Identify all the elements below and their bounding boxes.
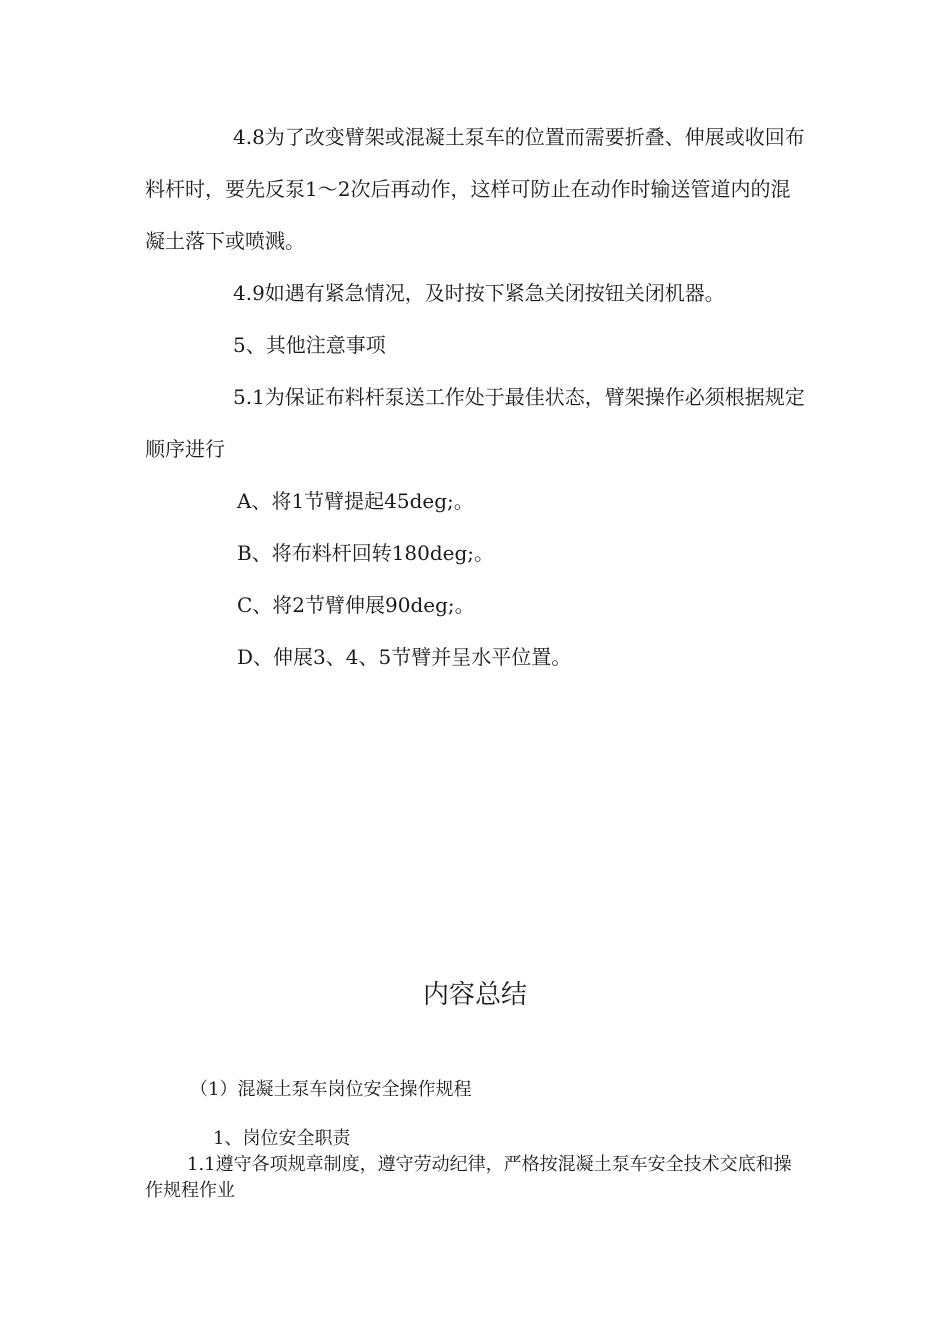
section-5-heading: 5、其他注意事项 bbox=[233, 333, 386, 357]
step-b: B、将布料杆回转180deg;。 bbox=[237, 541, 495, 565]
summary-subheading: 1、岗位安全职责 bbox=[213, 1128, 351, 1149]
summary-title: 内容总结 bbox=[422, 980, 527, 1010]
step-c: C、将2节臂伸展90deg;。 bbox=[237, 593, 475, 617]
summary-heading: （1）混凝土泵车岗位安全操作规程 bbox=[190, 1079, 472, 1100]
summary-text: 1.1遵守各项规章制度，遵守劳动纪律，严格按混凝土泵车安全技术交底和操作规程作业 bbox=[145, 1154, 792, 1201]
paragraph-4-8: 4.8为了改变臂架或混凝土泵车的位置而需要折叠、伸展或收回布料杆时，要先反泵1～2次后再动作，这样可防止在动作时输送管道内的混凝土落下或喷溅。 bbox=[145, 125, 805, 253]
step-d: D、伸展3、4、5节臂并呈水平位置。 bbox=[237, 645, 572, 669]
step-a: A、将1节臂提起45deg;。 bbox=[237, 489, 474, 513]
document-body bbox=[145, 111, 805, 683]
paragraph-5-1: 5.1为保证布料杆泵送工作处于最佳状态，臂架操作必须根据规定顺序进行 bbox=[145, 385, 805, 461]
paragraph-4-9: 4.9如遇有紧急情况，及时按下紧急关闭按钮关闭机器。 bbox=[233, 281, 725, 305]
